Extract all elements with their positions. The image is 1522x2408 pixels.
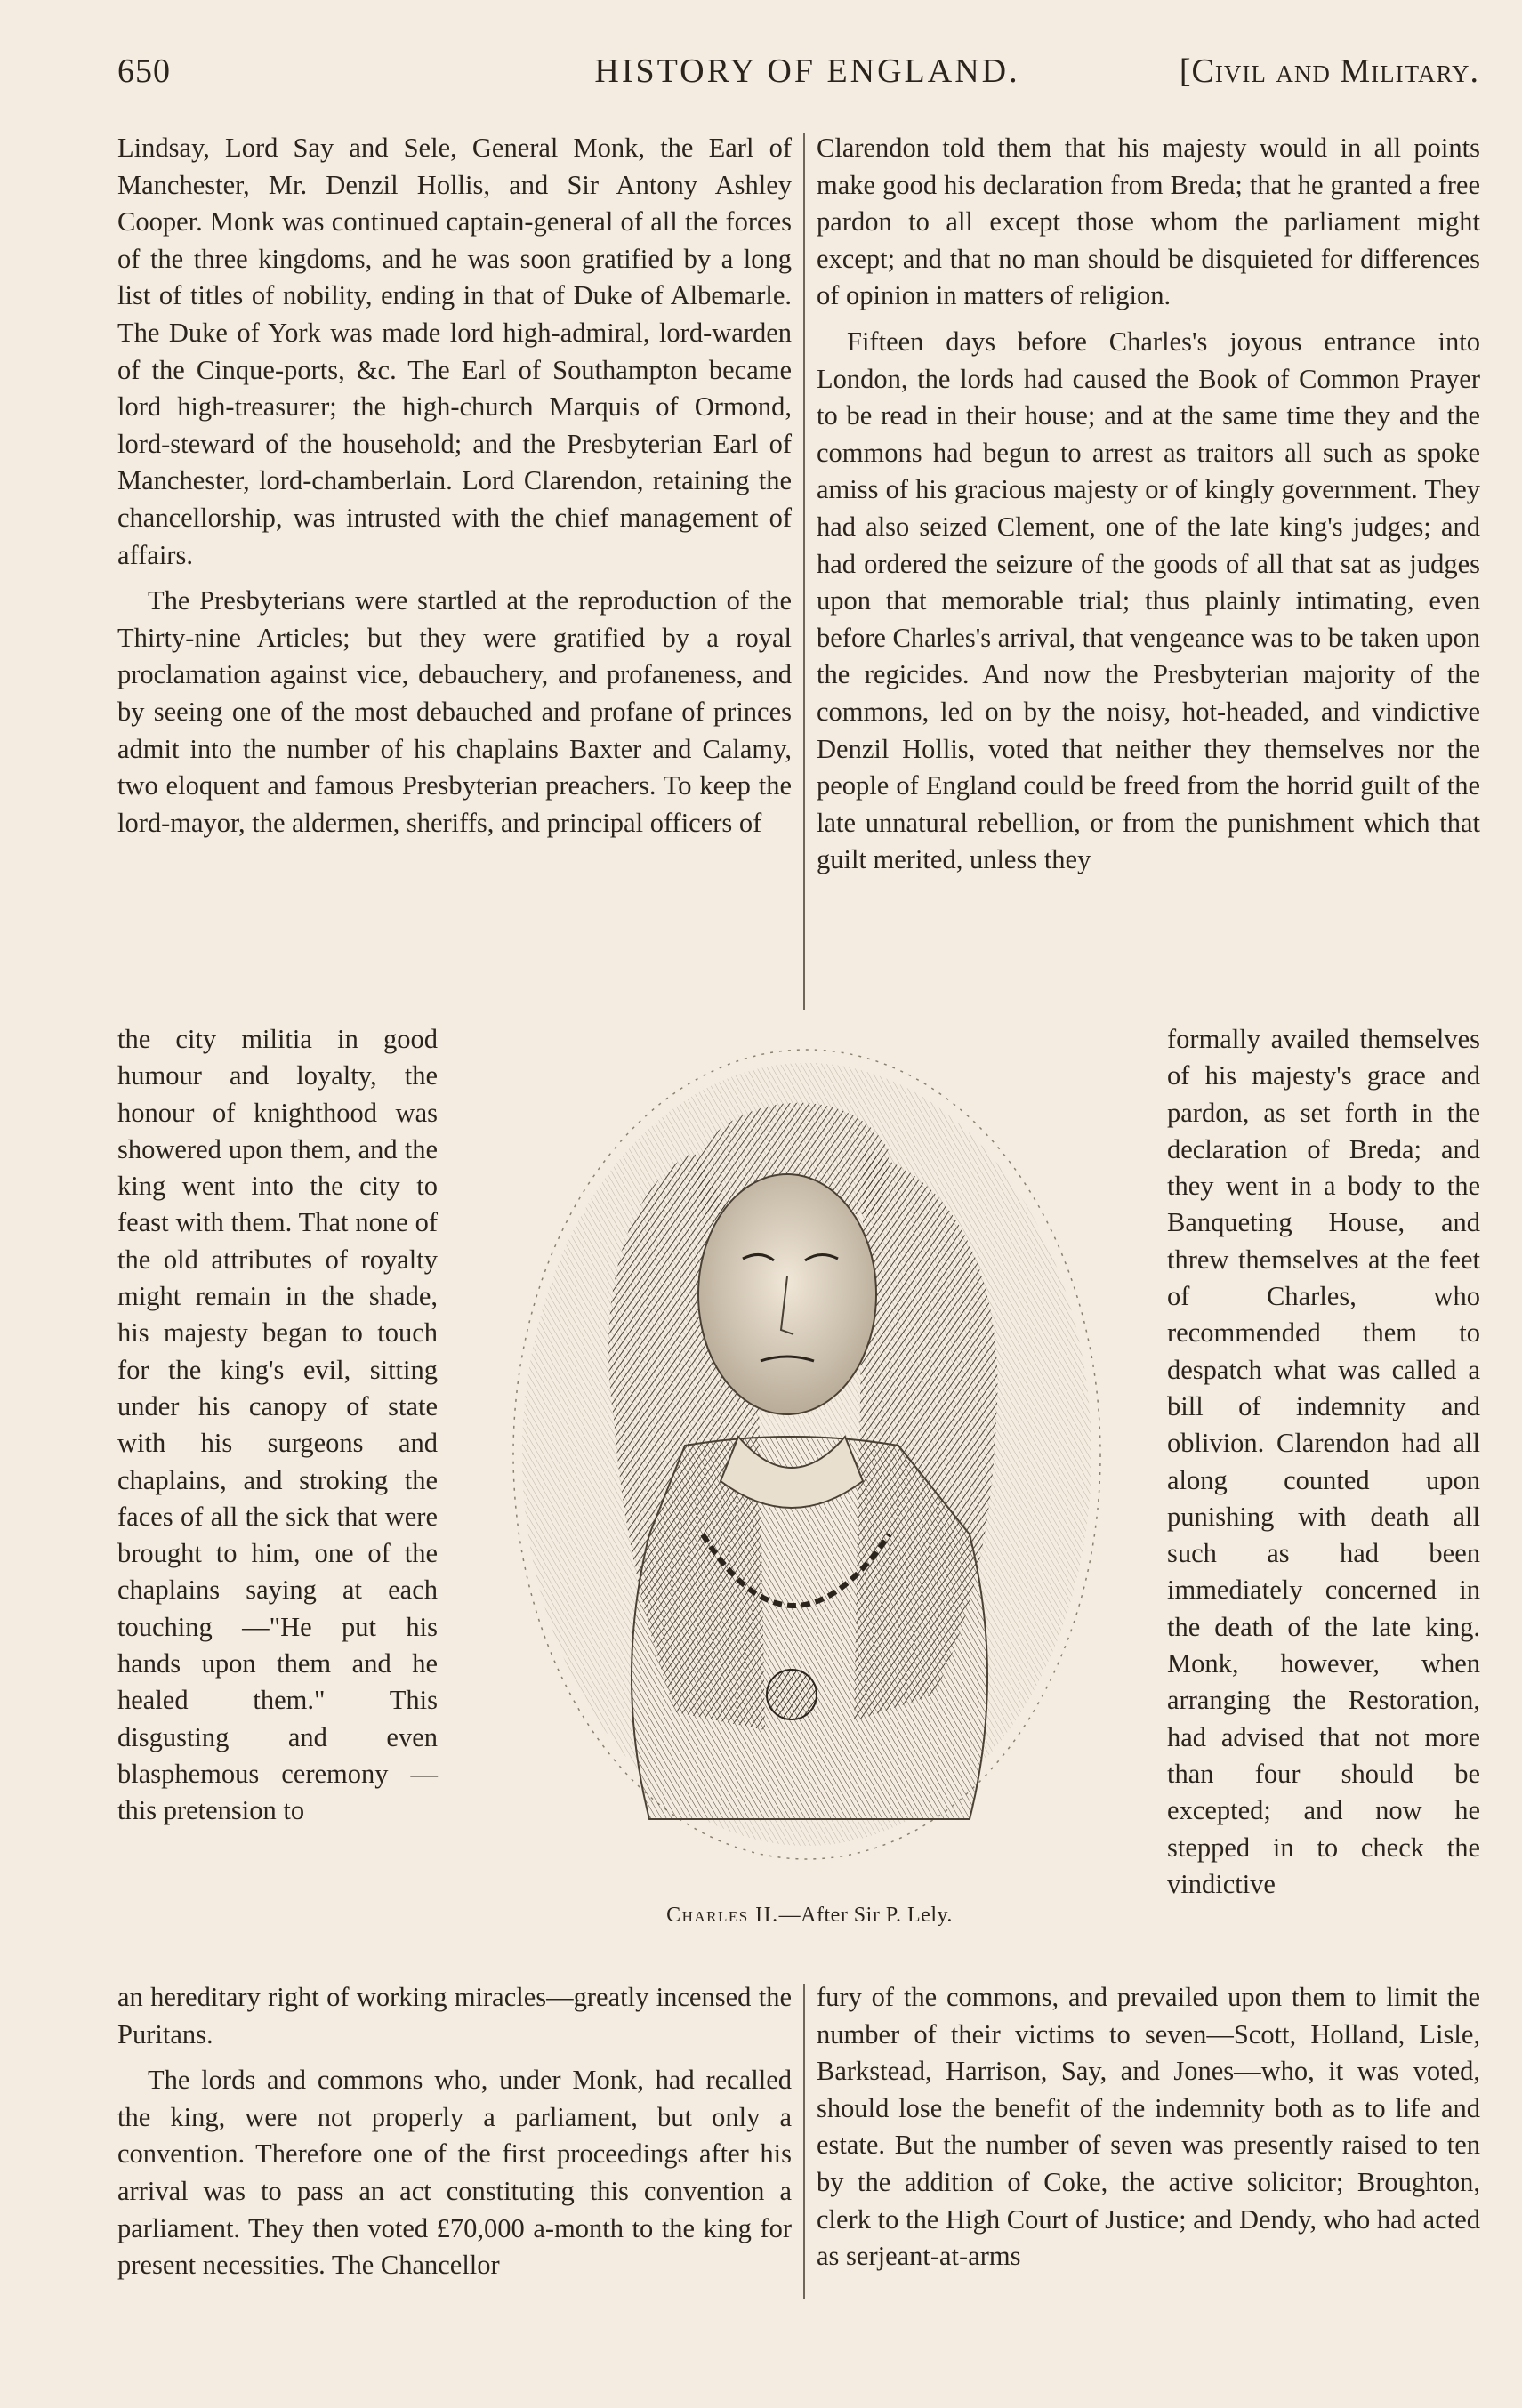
right-column-top <box>817 130 1480 879</box>
caption-credit: —After Sir P. Lely. <box>778 1904 953 1927</box>
caption-name: Charles II. <box>666 1904 779 1927</box>
paragraph: Clarendon told them that his majesty would in all points make good his declaration from Breda; that he granted a free pardon to all except those whom the parliament might except; and that no man should be disquieted for differences of opinion in matters of religion. <box>817 133 1480 311</box>
running-title: HISTORY OF ENGLAND. <box>594 52 1020 90</box>
paragraph: The lords and commons who, under Monk, had recalled the king, were not properly a parliament, but only a convention. Therefore one of the first proceedings after his arrival was to pass an act constituting this convention a parliament. They then voted £70,000 a-month to the king for present necessities. The Chancellor <box>117 2065 792 2281</box>
paragraph: The Presbyterians were startled at the reproduction of the Thirty-nine Articles; but they were gratified by a royal proclamation against vice, debauchery, and profaneness, and by seeing one of the most debauched and profane of princes admit into the number of his chaplains Baxter and Calamy, two eloquent and famous Presbyterian preachers. To keep the lord-mayor, the aldermen, sheriffs, and principal officers of <box>117 585 792 838</box>
right-column-bottom <box>817 1979 1480 2275</box>
paragraph: Lindsay, Lord Say and Sele, General Monk, the Earl of Manchester, Mr. Denzil Hollis, and Sir Antony Ashley Cooper. Monk was continued captain-general of all the forces of the three kingdoms, and he was soon gratified by a long list of titles of nobility, ending in that of Duke of Albemarle. The Duke of York was made lord high-admiral, lord-warden of the Cinque-ports, &c. The Earl of Southampton became lord high-treasurer; the high-church Marquis of Ormond, lord-steward of the household; and the Presbyterian Earl of Manchester, lord-chamberlain. Lord Clarendon, retaining the chancellorship, was intrusted with the chief management of affairs. <box>117 133 792 570</box>
section-title: [Civil and Military. <box>1179 52 1479 90</box>
portrait-engraving <box>471 1036 1143 1890</box>
right-wrap-text: formally availed themselves of his majesty's grace and pardon, as set forth in the declaration of Breda; and they went in a body to the Banqueting House, and threw themselves at the feet of Charles, who recommended them to despatch what was called a bill of indemnity and oblivion. Clarendon had all along counted upon punishing with death all such as had been immediately concerned in the death of the late king. Monk, however, when arranging the Restoration, had advised that not more than four should be excepted; and now he stepped in to check the vindictive <box>1167 1024 1480 1899</box>
column-rule-top <box>803 133 805 1010</box>
left-wrap-text: the city militia in good humour and loyalty, the honour of knighthood was showered upon them, and the king went into the city to feast with them. That none of the old attributes of royalty might remain in the shade, his majesty began to touch for the king's evil, sitting under his canopy of state with his surgeons and chaplains, and stroking the faces of all the sick that were brought to him, one of the chaplains saying at each touching —"He put his hands upon them and he healed them." This disgusting and even blasphemous ceremony — this pretension to <box>117 1024 438 1826</box>
running-header <box>117 52 1479 96</box>
figure-caption <box>498 1904 1121 1928</box>
page-number: 650 <box>117 52 171 90</box>
paragraph: fury of the commons, and prevailed upon them to limit the number of their victims to seven—Scott, Holland, Lisle, Barkstead, Harrison, Say, and Jones—who, it was voted, should lose the benefit of the indemnity both as to life and estate. But the number of seven was presently raised to ten by the addition of Coke, the active solicitor; Broughton, clerk to the High Court of Justice; and Dendy, who had acted as serjeant-at-arms <box>817 1982 1480 2272</box>
column-rule-bottom <box>803 1984 805 2299</box>
left-column-top <box>117 130 792 842</box>
paragraph: Fifteen days before Charles's joyous entrance into London, the lords had caused the Book of Common Prayer to be read in their house; and at the same time they and the commons had begun to arrest as traitors all such as spoke amiss of his gracious majesty or of kingly government. They had also seized Clement, one of the late king's judges; and had ordered the seizure of the goods of all that sat as judges upon that memorable trial; thus plainly intimating, even before Charles's arrival, that vengeance was to be taken upon the regicides. And now the Presbyterian majority of the commons, led on by the noisy, hot-headed, and vindictive Denzil Hollis, voted that neither they themselves nor the people of England could be freed from the horrid guilt of the late unnatural rebellion, or from the punishment which that guilt merited, unless they <box>817 326 1480 875</box>
paragraph: an hereditary right of working miracles—greatly incensed the Puritans. <box>117 1982 792 2050</box>
left-column-bottom <box>117 1979 792 2284</box>
